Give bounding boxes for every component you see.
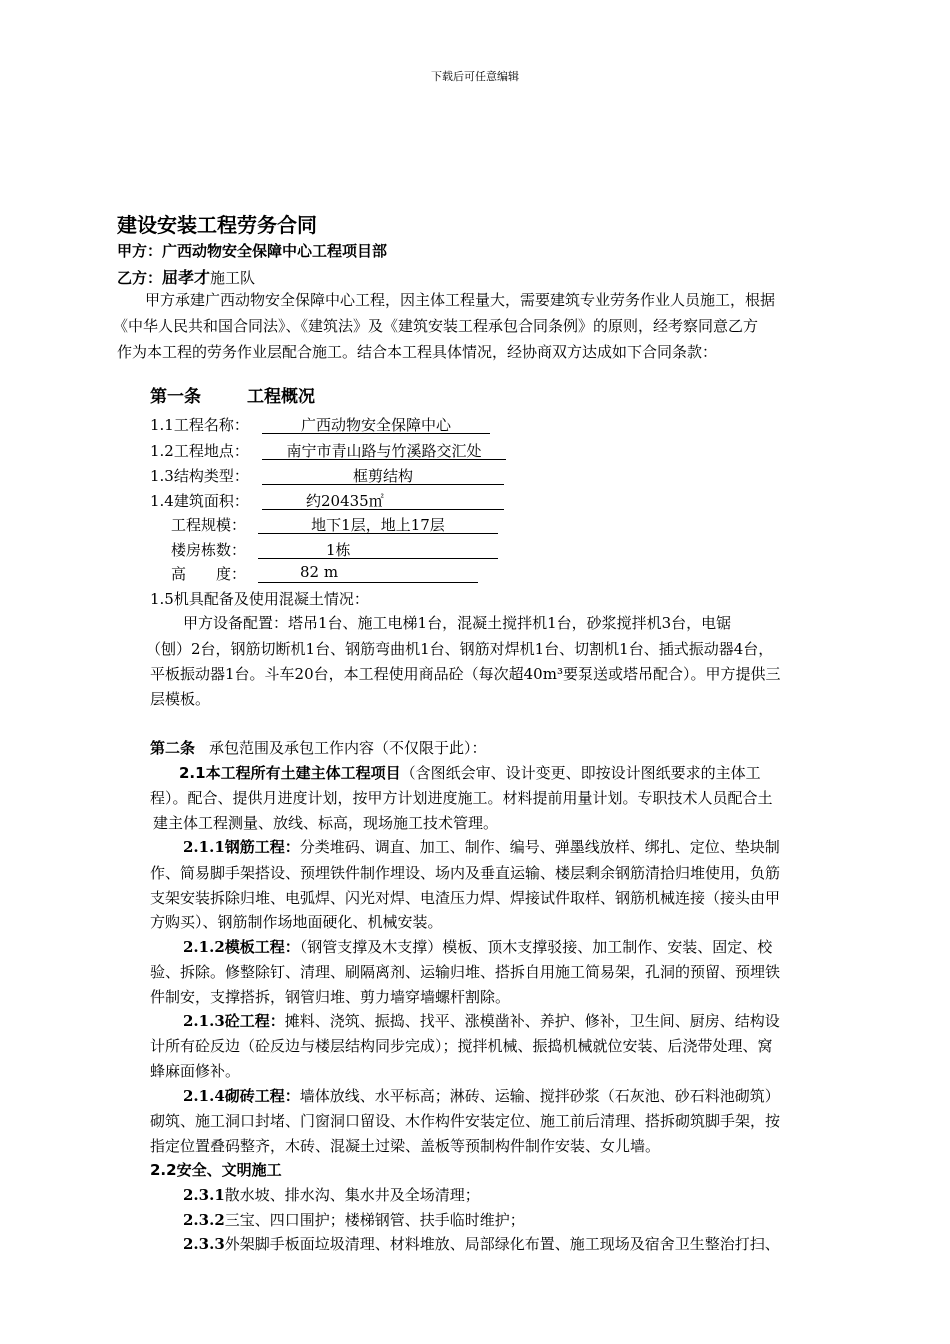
s22-item-1-text: 散水坡、排水沟、集水井及全场清理； — [224, 1186, 480, 1204]
s213-line-3: 蜂麻面修补。 — [150, 1062, 241, 1080]
s211-line-2: 作、简易脚手架搭设、预埋铁件制作埋设、场内及垂直运输、楼层剩余钢筋清拾归堆使用，负筋 — [150, 864, 781, 882]
field-value-building-area — [262, 490, 504, 510]
s211-line-1 — [183, 836, 780, 857]
field-value-height-text: 82 m — [300, 563, 339, 581]
intro-line-3: 作为本工程的劳务作业层配合施工。结合本工程具体情况，经协商双方达成如下合同条款： — [117, 343, 718, 361]
s22-item-2 — [183, 1209, 525, 1230]
header-note: 下载后可任意编辑 — [431, 70, 519, 83]
s212-line-3: 件制安，支撑搭拆，钢管归堆、剪力墙穿墙螺杆割除。 — [150, 988, 511, 1006]
article1-num: 第一条 — [150, 387, 201, 407]
equip-line-3: 平板振动器1台。斗车20台，本工程使用商品砼（每次超40m³要泵送或塔吊配合）。甲方提供三 — [150, 665, 781, 683]
s211-text-1: 分类堆码、调直、加工、制作、编号、弹墨线放样、绑扎、定位、垫块制 — [299, 838, 780, 856]
s22-item-3 — [183, 1233, 780, 1254]
article1-heading — [150, 382, 315, 407]
s211-num: 2.1.1 — [183, 838, 225, 856]
party-b — [117, 265, 255, 288]
article2-heading — [150, 737, 487, 758]
s212-heading: 模板工程： — [224, 938, 300, 956]
field-value-building-count — [258, 539, 498, 559]
s22-item-3-text: 外架脚手板面垃圾清理、材料堆放、局部绿化布置、施工现场及宿舍卫生整治打扫、 — [224, 1235, 780, 1253]
s213-heading: 砼工程： — [224, 1012, 285, 1030]
field-label-5: 工程规模： — [171, 516, 247, 534]
article2-num: 第二条 — [150, 739, 196, 757]
s214-line-3: 指定位置叠码整齐，木砖、混凝土过梁、盖板等预制构件制作安装、女儿墙。 — [150, 1137, 661, 1155]
document-title: 建设安装工程劳务合同 — [117, 213, 317, 237]
equip-line-4: 层模板。 — [150, 690, 211, 708]
s213-num: 2.1.3 — [183, 1012, 225, 1030]
party-b-suffix: 施工队 — [210, 269, 256, 287]
s214-line-1 — [183, 1085, 780, 1106]
s22-item-2-text: 三宝、四口围护；楼梯钢管、扶手临时维护； — [224, 1211, 525, 1229]
s22-heading: 2.2安全、文明施工 — [150, 1161, 282, 1179]
article2-title: 承包范围及承包工作内容（不仅限于此）： — [209, 739, 487, 757]
field-value-project-name: 广西动物安全保障中心 — [262, 414, 490, 434]
equip-line-2: （刨）2台，钢筋切断机1台、钢筋弯曲机1台、钢筋对焊机1台、切割机1台、插式振动器4台， — [146, 640, 774, 658]
party-a — [117, 240, 387, 261]
s22-item-3-num: 2.3.3 — [183, 1235, 225, 1253]
field-label-6: 楼房栋数： — [171, 541, 247, 559]
s213-line-1 — [183, 1010, 780, 1031]
party-a-value: 广西动物安全保障中心工程项目部 — [162, 242, 388, 260]
field-label-2: 1.2工程地点： — [150, 442, 249, 460]
s214-line-2: 砌筑、施工洞口封堵、门窗洞口留设、木作构件安装定位、施工前后清理、搭拆砌筑脚手架，按 — [150, 1112, 781, 1130]
s214-num: 2.1.4 — [183, 1087, 225, 1105]
field-value-project-scale: 地下1层，地上17层 — [258, 514, 498, 534]
s212-line-2: 验、拆除。修整除钉、清理、刷隔离剂、运输归堆、搭拆自用施工简易架，孔洞的预留、预埋铁 — [150, 963, 781, 981]
equip-heading: 1.5机具配备及使用混凝土情况： — [150, 590, 369, 608]
equip-line-1: 甲方设备配置：塔吊1台、施工电梯1台，混凝土搅拌机1台，砂浆搅拌机3台，电锯 — [183, 614, 732, 632]
s22-item-1-num: 2.3.1 — [183, 1186, 225, 1204]
field-value-building-count-text: 1栋 — [326, 541, 351, 559]
field-value-project-location: 南宁市青山路与竹溪路交汇处 — [262, 440, 506, 460]
field-label-3: 1.3结构类型： — [150, 467, 249, 485]
s21-line-3: 建主体工程测量、放线、标高，现场施工技术管理。 — [153, 814, 499, 832]
s21-line-2: 程）。配合、提供月进度计划，按甲方计划进度施工。材料提前用量计划。专职技术人员配合土 — [150, 789, 773, 807]
s211-line-3: 支架安装拆除归堆、电弧焊、闪光对焊、电渣压力焊、焊接试件取样、钢筋机械连接（接头由甲 — [150, 889, 781, 907]
field-label-4: 1.4建筑面积： — [150, 492, 249, 510]
s21-line-1 — [179, 762, 761, 783]
party-b-label: 乙方： — [117, 269, 163, 287]
party-b-value: 屈孝才 — [162, 268, 211, 287]
s22-item-2-num: 2.3.2 — [183, 1211, 225, 1229]
s212-text-1: （钢管支撑及木支撑）模板、顶木支撑驳接、加工制作、安装、固定、校 — [299, 938, 773, 956]
s214-text-1: 墙体放线、水平标高；淋砖、运输、搅拌砂浆（石灰池、砂石料池砌筑） — [299, 1087, 780, 1105]
s214-heading: 砌砖工程： — [224, 1087, 300, 1105]
field-label-7: 高 度： — [171, 565, 247, 583]
field-value-structure-type: 框剪结构 — [262, 465, 504, 485]
intro-line-1: 甲方承建广西动物安全保障中心工程，因主体工程量大，需要建筑专业劳务作业人员施工，根据 — [145, 291, 776, 309]
party-a-label: 甲方： — [117, 242, 163, 260]
article1-title: 工程概况 — [247, 387, 315, 407]
s21-heading: 2.1本工程所有土建主体工程项目 — [179, 764, 401, 782]
s211-line-4: 方购买）、钢筋制作场地面硬化、机械安装。 — [150, 913, 443, 931]
s22-item-1 — [183, 1184, 480, 1205]
intro-line-2: 《中华人民共和国合同法》、《建筑法》及《建筑安装工程承包合同条例》的原则，经考察同意乙方 — [113, 317, 759, 335]
field-label-1: 1.1工程名称： — [150, 416, 249, 434]
s212-num: 2.1.2 — [183, 938, 225, 956]
s211-heading: 钢筋工程： — [224, 838, 300, 856]
s213-text-1: 摊料、浇筑、振捣、找平、涨模凿补、养护、修补，卫生间、厨房、结构设 — [284, 1012, 780, 1030]
field-value-building-area-text: 约20435㎡ — [306, 492, 384, 510]
field-value-height — [258, 563, 478, 583]
s21-text-1: （含图纸会审、设计变更、即按设计图纸要求的主体工 — [400, 764, 761, 782]
s212-line-1 — [183, 936, 772, 957]
s213-line-2: 计所有砼反边（砼反边与楼层结构同步完成）；搅拌机械、振捣机械就位安装、后浇带处理、窝 — [150, 1037, 773, 1055]
